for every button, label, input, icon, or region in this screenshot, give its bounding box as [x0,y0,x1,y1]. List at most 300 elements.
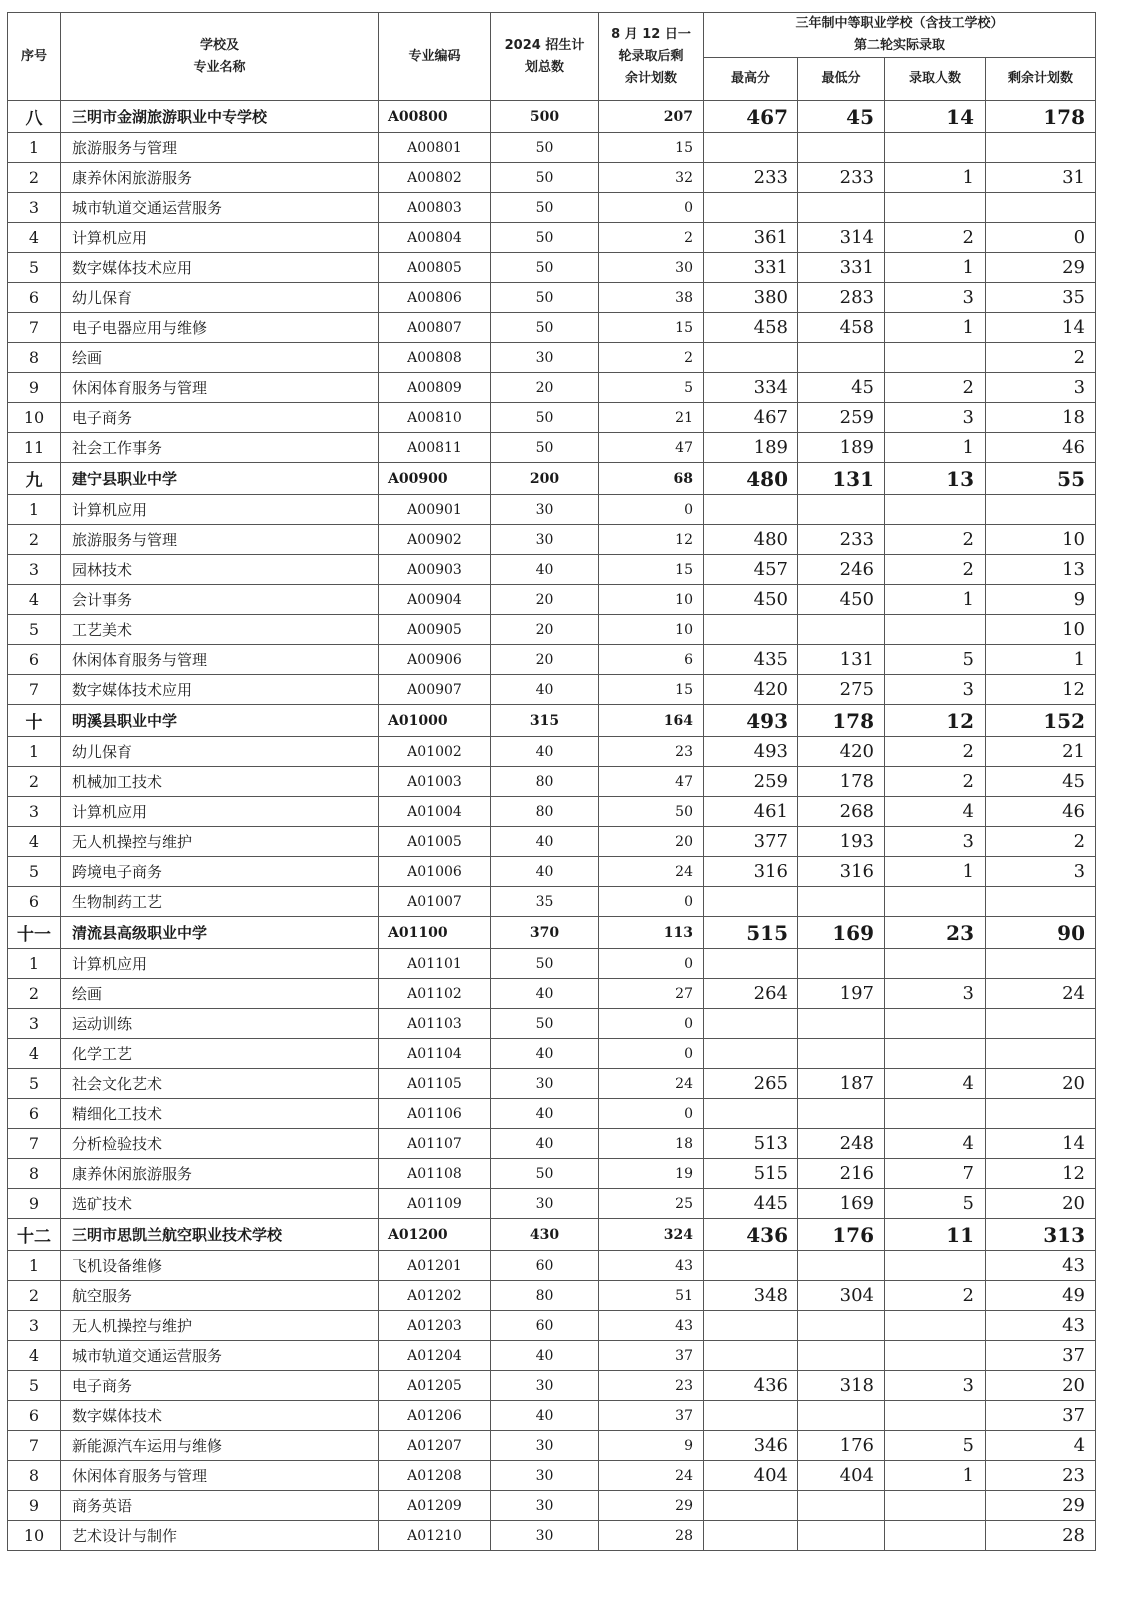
row-seq: 6 [8,645,61,675]
row-remaining-plan: 43 [986,1251,1096,1281]
header-min-score: 最低分 [798,58,885,101]
row-remaining-plan: 4 [986,1431,1096,1461]
row-min-score: 314 [798,223,885,253]
major-row [8,163,1096,193]
row-remaining-round1: 47 [599,433,704,463]
row-max-score [704,1099,798,1129]
row-max-score: 480 [704,525,798,555]
row-admitted-count [885,193,986,223]
row-code: A01002 [379,737,491,767]
school-row [8,917,1096,949]
major-row [8,737,1096,767]
major-row [8,1069,1096,1099]
row-max-score: 331 [704,253,798,283]
row-plan-total: 30 [491,1189,599,1219]
major-row [8,403,1096,433]
row-name: 三明市金湖旅游职业中专学校 [61,101,379,133]
row-code: A01201 [379,1251,491,1281]
row-min-score: 420 [798,737,885,767]
major-row [8,1521,1096,1551]
row-remaining-plan [986,1039,1096,1069]
row-max-score [704,1341,798,1371]
row-remaining-round1: 9 [599,1431,704,1461]
row-remaining-round1: 24 [599,1069,704,1099]
row-remaining-plan [986,1009,1096,1039]
row-name: 电子电器应用与维修 [61,313,379,343]
row-plan-total: 20 [491,373,599,403]
row-seq: 7 [8,1129,61,1159]
major-row [8,1371,1096,1401]
row-plan-total: 430 [491,1219,599,1251]
row-max-score [704,1311,798,1341]
row-remaining-round1: 0 [599,1009,704,1039]
row-admitted-count: 2 [885,373,986,403]
row-remaining-round1: 28 [599,1521,704,1551]
row-plan-total: 40 [491,1401,599,1431]
row-code: A01208 [379,1461,491,1491]
row-max-score [704,1491,798,1521]
row-name: 无人机操控与维护 [61,827,379,857]
row-min-score: 233 [798,525,885,555]
major-row [8,857,1096,887]
row-plan-total: 40 [491,857,599,887]
row-name: 清流县高级职业中学 [61,917,379,949]
row-max-score [704,193,798,223]
row-remaining-round1: 12 [599,525,704,555]
major-row [8,1159,1096,1189]
header-school-major-name: 学校及 专业名称 [61,13,379,101]
row-min-score: 169 [798,917,885,949]
major-row [8,1401,1096,1431]
row-name: 休闲体育服务与管理 [61,1461,379,1491]
row-seq: 8 [8,343,61,373]
row-admitted-count [885,615,986,645]
row-code: A01103 [379,1009,491,1039]
row-remaining-round1: 43 [599,1311,704,1341]
row-plan-total: 50 [491,1009,599,1039]
row-code: A01207 [379,1431,491,1461]
row-code: A00904 [379,585,491,615]
row-code: A00906 [379,645,491,675]
row-name: 休闲体育服务与管理 [61,373,379,403]
header-major-code: 专业编码 [379,13,491,101]
row-plan-total: 50 [491,433,599,463]
row-remaining-plan: 37 [986,1341,1096,1371]
row-remaining-round1: 0 [599,949,704,979]
major-row [8,887,1096,917]
row-min-score: 178 [798,767,885,797]
row-max-score [704,949,798,979]
row-admitted-count [885,1311,986,1341]
row-code: A01109 [379,1189,491,1219]
major-row [8,253,1096,283]
row-seq: 5 [8,615,61,645]
row-remaining-round1: 0 [599,1099,704,1129]
row-remaining-plan: 46 [986,797,1096,827]
row-remaining-plan: 10 [986,615,1096,645]
row-remaining-round1: 10 [599,615,704,645]
row-remaining-round1: 32 [599,163,704,193]
row-min-score [798,1341,885,1371]
major-row [8,1461,1096,1491]
row-remaining-round1: 15 [599,555,704,585]
row-max-score: 458 [704,313,798,343]
row-code: A01107 [379,1129,491,1159]
row-plan-total: 40 [491,979,599,1009]
major-row [8,645,1096,675]
row-name: 园林技术 [61,555,379,585]
row-code: A01206 [379,1401,491,1431]
row-name: 跨境电子商务 [61,857,379,887]
row-admitted-count: 5 [885,1431,986,1461]
row-remaining-plan: 13 [986,555,1096,585]
row-admitted-count: 12 [885,705,986,737]
row-code: A00801 [379,133,491,163]
row-seq: 2 [8,525,61,555]
row-min-score [798,887,885,917]
row-seq: 2 [8,163,61,193]
row-seq: 2 [8,767,61,797]
row-admitted-count: 7 [885,1159,986,1189]
row-remaining-plan: 20 [986,1189,1096,1219]
row-admitted-count: 4 [885,1069,986,1099]
row-seq: 8 [8,1159,61,1189]
row-seq: 3 [8,555,61,585]
row-remaining-round1: 68 [599,463,704,495]
row-seq: 1 [8,495,61,525]
row-plan-total: 40 [491,737,599,767]
row-seq: 6 [8,283,61,313]
row-code: A00808 [379,343,491,373]
row-remaining-plan: 152 [986,705,1096,737]
row-name: 选矿技术 [61,1189,379,1219]
row-max-score: 513 [704,1129,798,1159]
major-row [8,1189,1096,1219]
row-code: A00907 [379,675,491,705]
major-row [8,827,1096,857]
row-name: 城市轨道交通运营服务 [61,1341,379,1371]
row-seq: 1 [8,1251,61,1281]
row-min-score [798,1251,885,1281]
row-max-score: 404 [704,1461,798,1491]
row-admitted-count: 2 [885,525,986,555]
row-max-score: 233 [704,163,798,193]
row-code: A01203 [379,1311,491,1341]
school-row [8,705,1096,737]
school-row [8,1219,1096,1251]
row-min-score: 176 [798,1219,885,1251]
row-remaining-plan: 43 [986,1311,1096,1341]
major-row [8,1039,1096,1069]
row-name: 数字媒体技术应用 [61,253,379,283]
header-max-score: 最高分 [704,58,798,101]
row-name: 建宁县职业中学 [61,463,379,495]
row-max-score: 189 [704,433,798,463]
row-admitted-count [885,1099,986,1129]
row-name: 社会工作事务 [61,433,379,463]
row-code: A01204 [379,1341,491,1371]
row-remaining-round1: 24 [599,857,704,887]
row-min-score: 275 [798,675,885,705]
row-plan-total: 50 [491,1159,599,1189]
row-min-score: 458 [798,313,885,343]
row-min-score [798,1099,885,1129]
row-remaining-round1: 20 [599,827,704,857]
row-min-score [798,133,885,163]
row-code: A00805 [379,253,491,283]
row-name: 会计事务 [61,585,379,615]
row-seq: 5 [8,253,61,283]
row-remaining-plan: 14 [986,313,1096,343]
row-name: 旅游服务与管理 [61,133,379,163]
school-row [8,101,1096,133]
row-admitted-count: 4 [885,797,986,827]
row-admitted-count: 1 [885,585,986,615]
row-remaining-round1: 2 [599,343,704,373]
major-row [8,223,1096,253]
row-code: A01104 [379,1039,491,1069]
row-admitted-count [885,887,986,917]
row-min-score [798,193,885,223]
row-max-score: 316 [704,857,798,887]
row-max-score: 450 [704,585,798,615]
row-remaining-round1: 164 [599,705,704,737]
row-code: A01100 [379,917,491,949]
row-min-score [798,949,885,979]
row-remaining-round1: 0 [599,1039,704,1069]
major-row [8,1129,1096,1159]
row-name: 无人机操控与维护 [61,1311,379,1341]
row-admitted-count [885,1521,986,1551]
row-remaining-round1: 207 [599,101,704,133]
row-seq: 九 [8,463,61,495]
row-max-score [704,1009,798,1039]
row-seq: 3 [8,193,61,223]
row-remaining-round1: 24 [599,1461,704,1491]
row-max-score: 361 [704,223,798,253]
row-admitted-count [885,495,986,525]
row-name: 商务英语 [61,1491,379,1521]
row-remaining-round1: 43 [599,1251,704,1281]
major-row [8,949,1096,979]
row-plan-total: 50 [491,949,599,979]
row-remaining-plan: 90 [986,917,1096,949]
row-name: 三明市思凯兰航空职业技术学校 [61,1219,379,1251]
row-remaining-round1: 6 [599,645,704,675]
row-remaining-plan: 3 [986,373,1096,403]
row-seq: 6 [8,1401,61,1431]
row-plan-total: 200 [491,463,599,495]
major-row [8,767,1096,797]
row-seq: 8 [8,1461,61,1491]
row-admitted-count [885,343,986,373]
row-remaining-round1: 47 [599,767,704,797]
row-plan-total: 30 [491,1461,599,1491]
row-remaining-plan: 18 [986,403,1096,433]
header-admitted-count: 录取人数 [885,58,986,101]
row-seq: 八 [8,101,61,133]
row-min-score [798,343,885,373]
row-code: A01209 [379,1491,491,1521]
row-plan-total: 50 [491,193,599,223]
row-remaining-round1: 5 [599,373,704,403]
row-plan-total: 20 [491,585,599,615]
header-round2-group: 三年制中等职业学校（含技工学校） 第二轮实际录取 [704,13,1096,58]
row-admitted-count: 2 [885,1281,986,1311]
row-code: A01202 [379,1281,491,1311]
row-remaining-plan [986,949,1096,979]
row-seq: 1 [8,133,61,163]
row-max-score [704,887,798,917]
row-admitted-count: 2 [885,223,986,253]
row-code: A00810 [379,403,491,433]
row-min-score: 283 [798,283,885,313]
row-seq: 4 [8,1341,61,1371]
row-admitted-count: 1 [885,433,986,463]
row-code: A00903 [379,555,491,585]
row-seq: 9 [8,373,61,403]
row-seq: 5 [8,1069,61,1099]
row-max-score [704,615,798,645]
row-code: A01210 [379,1521,491,1551]
row-max-score [704,1521,798,1551]
admission-table [7,12,1096,1551]
row-seq: 6 [8,887,61,917]
row-plan-total: 30 [491,495,599,525]
major-row [8,373,1096,403]
row-admitted-count: 3 [885,403,986,433]
row-name: 计算机应用 [61,495,379,525]
row-plan-total: 40 [491,1341,599,1371]
row-name: 城市轨道交通运营服务 [61,193,379,223]
row-max-score: 346 [704,1431,798,1461]
row-plan-total: 35 [491,887,599,917]
row-admitted-count: 1 [885,253,986,283]
row-min-score: 193 [798,827,885,857]
major-row [8,193,1096,223]
row-remaining-plan: 45 [986,767,1096,797]
row-remaining-plan [986,495,1096,525]
row-admitted-count [885,1341,986,1371]
major-row [8,615,1096,645]
row-min-score: 189 [798,433,885,463]
row-name: 旅游服务与管理 [61,525,379,555]
row-code: A00900 [379,463,491,495]
row-seq: 1 [8,737,61,767]
major-row [8,283,1096,313]
row-remaining-round1: 25 [599,1189,704,1219]
row-min-score: 331 [798,253,885,283]
major-row [8,495,1096,525]
table-header [8,13,1096,101]
row-seq: 4 [8,585,61,615]
row-name: 飞机设备维修 [61,1251,379,1281]
row-remaining-plan: 1 [986,645,1096,675]
major-row [8,525,1096,555]
row-remaining-plan: 3 [986,857,1096,887]
row-min-score: 233 [798,163,885,193]
row-code: A01000 [379,705,491,737]
row-code: A01005 [379,827,491,857]
row-name: 化学工艺 [61,1039,379,1069]
row-seq: 十 [8,705,61,737]
row-remaining-plan: 21 [986,737,1096,767]
row-plan-total: 50 [491,253,599,283]
row-remaining-round1: 18 [599,1129,704,1159]
major-row [8,1491,1096,1521]
row-plan-total: 50 [491,133,599,163]
table-body [8,101,1096,1551]
header-seq: 序号 [8,13,61,101]
row-admitted-count: 1 [885,857,986,887]
row-min-score: 216 [798,1159,885,1189]
row-min-score [798,1311,885,1341]
row-max-score: 467 [704,101,798,133]
row-admitted-count [885,1401,986,1431]
row-min-score: 404 [798,1461,885,1491]
row-admitted-count: 3 [885,979,986,1009]
row-name: 电子商务 [61,403,379,433]
row-admitted-count [885,949,986,979]
row-name: 精细化工技术 [61,1099,379,1129]
row-plan-total: 80 [491,767,599,797]
row-min-score: 316 [798,857,885,887]
row-plan-total: 30 [491,525,599,555]
row-name: 新能源汽车运用与维修 [61,1431,379,1461]
row-code: A00804 [379,223,491,253]
row-max-score: 435 [704,645,798,675]
row-plan-total: 60 [491,1311,599,1341]
row-max-score: 480 [704,463,798,495]
row-code: A01003 [379,767,491,797]
row-remaining-round1: 0 [599,887,704,917]
row-remaining-plan: 9 [986,585,1096,615]
major-row [8,133,1096,163]
row-remaining-round1: 113 [599,917,704,949]
row-remaining-plan: 20 [986,1371,1096,1401]
row-remaining-plan [986,193,1096,223]
row-admitted-count: 3 [885,827,986,857]
row-plan-total: 315 [491,705,599,737]
row-code: A00806 [379,283,491,313]
row-seq: 1 [8,949,61,979]
row-plan-total: 30 [491,1069,599,1099]
row-remaining-plan: 49 [986,1281,1096,1311]
row-remaining-round1: 19 [599,1159,704,1189]
row-remaining-plan [986,1099,1096,1129]
row-admitted-count [885,1251,986,1281]
row-remaining-round1: 2 [599,223,704,253]
row-admitted-count [885,1009,986,1039]
row-min-score [798,615,885,645]
row-remaining-plan: 24 [986,979,1096,1009]
major-row [8,979,1096,1009]
row-max-score: 515 [704,1159,798,1189]
row-seq: 10 [8,1521,61,1551]
row-remaining-round1: 10 [599,585,704,615]
row-min-score [798,1401,885,1431]
row-seq: 5 [8,857,61,887]
row-code: A00809 [379,373,491,403]
row-seq: 2 [8,979,61,1009]
row-admitted-count: 3 [885,283,986,313]
row-plan-total: 40 [491,1039,599,1069]
row-plan-total: 20 [491,615,599,645]
row-plan-total: 50 [491,283,599,313]
row-code: A00901 [379,495,491,525]
row-remaining-round1: 30 [599,253,704,283]
row-name: 明溪县职业中学 [61,705,379,737]
